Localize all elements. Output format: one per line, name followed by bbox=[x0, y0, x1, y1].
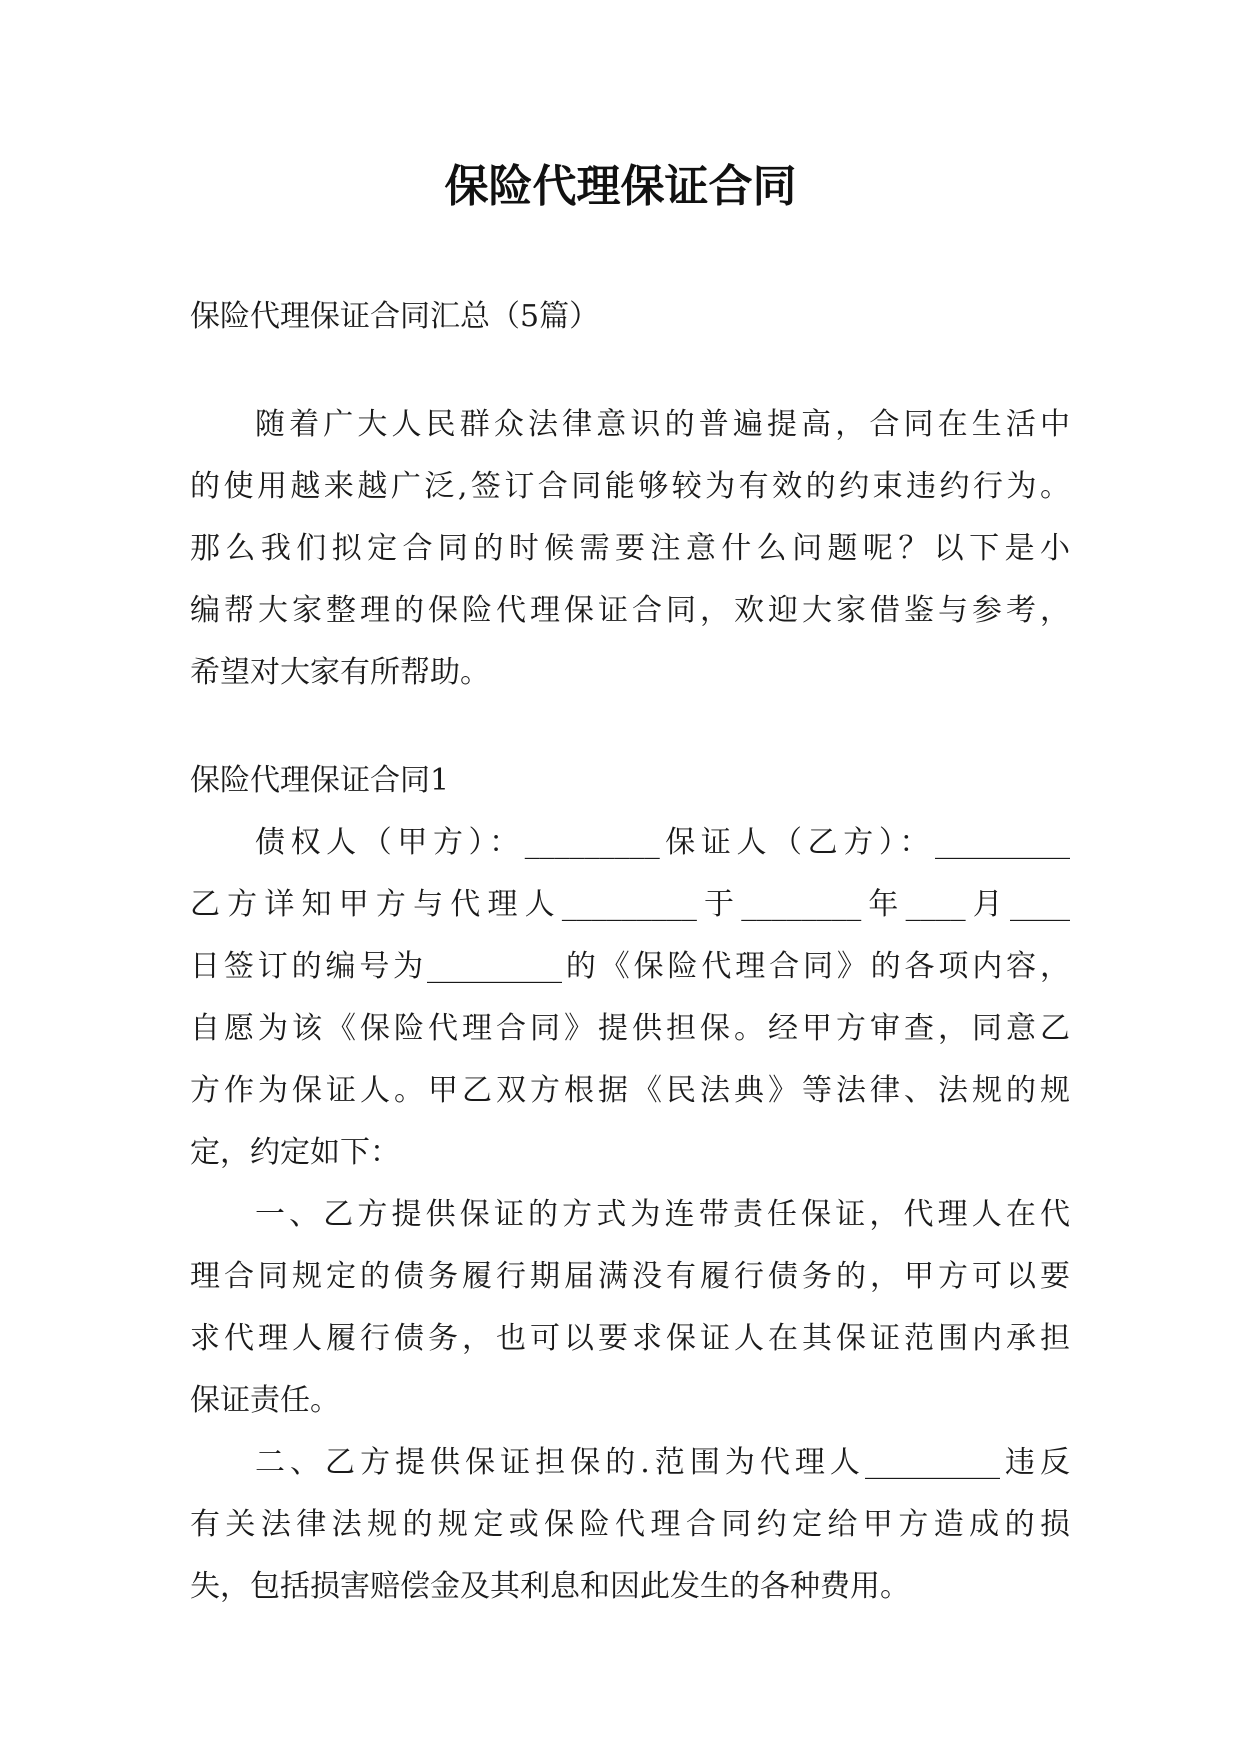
clause-2-line: 有关法律法规的规定或保险代理合同约定给甲方造成的损 bbox=[190, 1507, 1070, 1542]
clause-2-line: 失，包括损害赔偿金及其利息和因此发生的各种费用。 bbox=[190, 1569, 910, 1604]
parties-line: 定，约定如下： bbox=[190, 1135, 400, 1170]
clause-1-line: 保证责任。 bbox=[190, 1383, 340, 1418]
intro-line: 编帮大家整理的保险代理保证合同，欢迎大家借鉴与参考， bbox=[190, 593, 1070, 628]
intro-line: 的使用越来越广泛,签订合同能够较为有效的约束违约行为。 bbox=[190, 469, 1070, 504]
document-subtitle: 保险代理保证合同汇总（5篇） bbox=[190, 299, 600, 334]
document-title: 保险代理保证合同 bbox=[444, 161, 797, 212]
clause-1-line: 求代理人履行债务，也可以要求保证人在其保证范围内承担 bbox=[190, 1321, 1070, 1356]
intro-line: 随着广大人民群众法律意识的普遍提高，合同在生活中 bbox=[255, 407, 1070, 442]
parties-line: 自愿为该《保险代理合同》提供担保。经甲方审查，同意乙 bbox=[190, 1011, 1070, 1046]
parties-line: 债权人（甲方）：_________保证人（乙方）：_________ bbox=[255, 825, 1070, 860]
parties-line: 乙方详知甲方与代理人_________于________年____月____ bbox=[190, 887, 1070, 922]
clause-1-line: 理合同规定的债务履行期届满没有履行债务的，甲方可以要 bbox=[190, 1259, 1070, 1294]
clause-2-line: 二、乙方提供保证担保的.范围为代理人_________违反 bbox=[255, 1445, 1070, 1480]
section-heading: 保险代理保证合同1 bbox=[190, 763, 450, 798]
intro-line: 希望对大家有所帮助。 bbox=[190, 655, 490, 690]
intro-line: 那么我们拟定合同的时候需要注意什么问题呢？以下是小 bbox=[190, 531, 1070, 566]
clause-1-line: 一、乙方提供保证的方式为连带责任保证，代理人在代 bbox=[255, 1197, 1070, 1232]
parties-line: 日签订的编号为_________的《保险代理合同》的各项内容， bbox=[190, 949, 1070, 984]
parties-line: 方作为保证人。甲乙双方根据《民法典》等法律、法规的规 bbox=[190, 1073, 1070, 1108]
